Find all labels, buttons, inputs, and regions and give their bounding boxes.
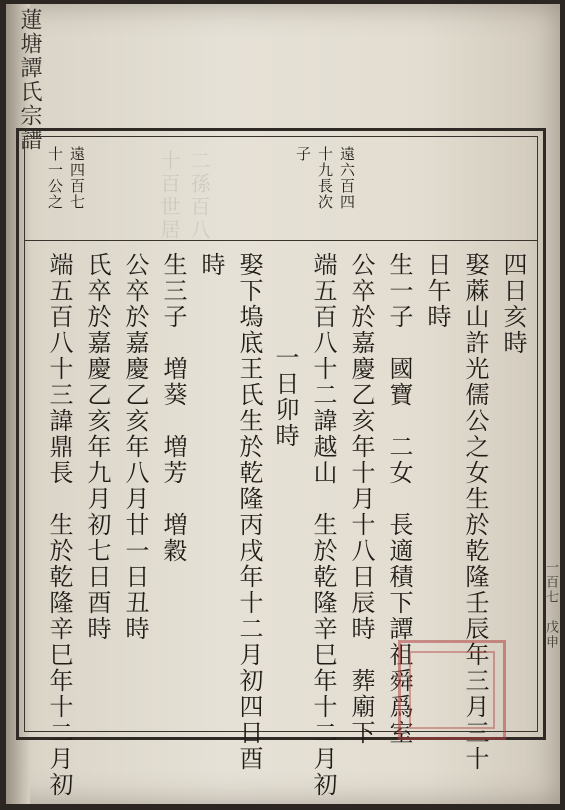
bleed-through-text: 二孫百八 xyxy=(187,150,211,242)
text-column: 日午時 xyxy=(423,252,451,330)
top-register-col: 子 xyxy=(294,146,312,162)
text-column: 生三子 増葵 増芳 増穀 xyxy=(159,252,187,564)
folio-number: 一百七 xyxy=(543,560,558,605)
text-column: 氏卒於嘉慶乙亥年九月初七日酉時 xyxy=(83,252,111,642)
folio-branch: 戊申 xyxy=(543,620,558,650)
bleed-through-text: 十百世居 xyxy=(157,150,181,242)
top-register-col: 十一公之 xyxy=(46,146,64,210)
top-register-col: 遠四百七 xyxy=(68,146,86,210)
text-column: 公卒於嘉慶乙亥年八月廿一日丑時 xyxy=(121,252,149,642)
top-register-col: 遠六百四 xyxy=(338,146,356,210)
red-seal-stamp xyxy=(398,640,506,740)
text-column: 端五百八十三諱鼎長 生於乾隆辛巳年十二月初 xyxy=(45,252,73,798)
text-column-generation: 端五百八十二諱越山 生於乾隆辛巳年十二月初 xyxy=(309,252,337,798)
text-column: 公卒於嘉慶乙亥年十月十八日辰時 葬廟下 xyxy=(347,252,375,746)
text-column: 生一子 國寶 二女 長適積下譚祖舜爲室 xyxy=(385,252,413,746)
top-register-col: 十九長次 xyxy=(316,146,334,210)
text-column: 娶蔴山許光儒公之女生於乾隆壬辰年三月三十 xyxy=(461,252,489,772)
text-column: 娶下塢底王氏生於乾隆丙戌年十二月初四日酉 xyxy=(235,252,263,772)
text-column: 一日卯時 xyxy=(271,345,299,449)
text-column: 時 xyxy=(197,252,225,278)
register-divider xyxy=(24,240,538,241)
text-column: 四日亥時 xyxy=(499,252,527,356)
margin-title: 蓮塘譚氏宗譜 xyxy=(17,8,42,152)
